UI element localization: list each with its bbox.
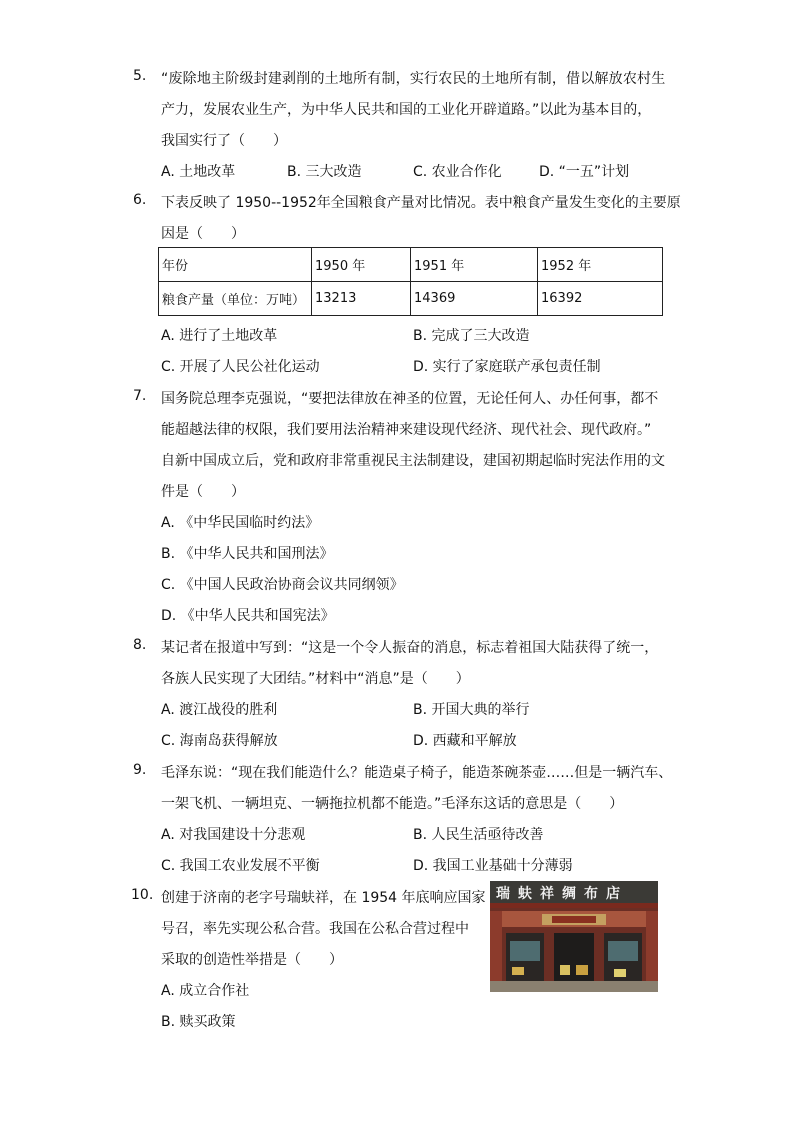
- table-header-cell: 1951 年: [411, 248, 538, 282]
- table-cell: 14369: [411, 282, 538, 316]
- table-cell: 粮食产量（单位：万吨）: [159, 282, 312, 316]
- question-8-option-c[interactable]: C. 海南岛获得解放: [161, 733, 278, 749]
- question-9-option-d[interactable]: D. 我国工业基础十分薄弱: [413, 858, 573, 874]
- table-header-cell: 年份: [159, 248, 312, 282]
- question-9-option-a[interactable]: A. 对我国建设十分悲观: [161, 827, 306, 843]
- question-10-line-2: 号召，率先实现公私合营。我国在公私合营过程中: [161, 921, 469, 937]
- shop-sign-text: 瑞蚨祥绸布店: [496, 886, 628, 902]
- question-8-line-1: 某记者在报道中写到：“这是一个令人振奋的消息，标志着祖国大陆获得了统一，: [161, 640, 659, 656]
- question-10-option-a[interactable]: A. 成立合作社: [161, 983, 250, 999]
- question-6-option-a[interactable]: A. 进行了土地改革: [161, 328, 278, 344]
- question-5-line-1: “废除地主阶级封建剥削的土地所有制，实行农民的土地所有制，借以解放农村生: [161, 71, 666, 87]
- table-cell: 13213: [312, 282, 411, 316]
- question-6-line-2: 因是（ ）: [161, 226, 245, 242]
- question-5-option-a[interactable]: A. 土地改革: [161, 164, 236, 180]
- question-8-option-b[interactable]: B. 开国大典的举行: [413, 702, 530, 718]
- question-7-line-4: 件是（ ）: [161, 484, 245, 500]
- grain-production-table: [158, 247, 663, 316]
- question-5-option-c[interactable]: C. 农业合作化: [413, 164, 502, 180]
- question-7-option-c[interactable]: C. 《中国人民政治协商会议共同纲领》: [161, 577, 404, 593]
- question-7-option-d[interactable]: D. 《中华人民共和国宪法》: [161, 608, 335, 624]
- question-9-line-1: 毛泽东说：“现在我们能造什么？能造桌子椅子，能造茶碗茶壶……但是一辆汽车、: [161, 765, 673, 781]
- question-6-line-1: 下表反映了 1950--1952年全国粮食产量对比情况。表中粮食产量发生变化的主要原: [161, 195, 681, 211]
- question-5-line-3: 我国实行了（ ）: [161, 133, 287, 149]
- question-6-option-c[interactable]: C. 开展了人民公社化运动: [161, 359, 320, 375]
- question-9-line-2: 一架飞机、一辆坦克、一辆拖拉机都不能造。”毛泽东这话的意思是（ ）: [161, 796, 624, 812]
- question-6-number: 6.: [133, 192, 147, 208]
- question-5-option-b[interactable]: B. 三大改造: [287, 164, 362, 180]
- question-10-line-3: 采取的创造性举措是（ ）: [161, 952, 343, 968]
- question-7-option-a[interactable]: A. 《中华民国临时约法》: [161, 515, 320, 531]
- table-header-cell: 1952 年: [538, 248, 663, 282]
- question-7-line-1: 国务院总理李克强说，“要把法律放在神圣的位置，无论任何人、办任何事，都不: [161, 391, 659, 407]
- table-cell: 16392: [538, 282, 663, 316]
- ruifuxiang-shop-photo: [490, 881, 658, 992]
- question-6-option-b[interactable]: B. 完成了三大改造: [413, 328, 530, 344]
- question-9-number: 9.: [133, 762, 147, 778]
- question-5-number: 5.: [133, 68, 147, 84]
- table-header-cell: 1950 年: [312, 248, 411, 282]
- question-8-option-a[interactable]: A. 渡江战役的胜利: [161, 702, 278, 718]
- question-9-option-c[interactable]: C. 我国工农业发展不平衡: [161, 858, 320, 874]
- question-8-number: 8.: [133, 637, 147, 653]
- question-10-number: 10.: [131, 887, 154, 903]
- question-9-option-b[interactable]: B. 人民生活亟待改善: [413, 827, 544, 843]
- question-10-line-1: 创建于济南的老字号瑞蚨祥，在 1954 年底响应国家: [161, 890, 486, 906]
- question-7-option-b[interactable]: B. 《中华人民共和国刑法》: [161, 546, 334, 562]
- question-10-option-b[interactable]: B. 赎买政策: [161, 1014, 236, 1030]
- question-7-line-3: 自新中国成立后，党和政府非常重视民主法制建设，建国初期起临时宪法作用的文: [161, 453, 665, 469]
- table-row: [159, 248, 663, 282]
- table-row: [159, 282, 663, 316]
- question-8-line-2: 各族人民实现了大团结。”材料中“消息”是（ ）: [161, 671, 470, 687]
- question-7-line-2: 能超越法律的权限，我们要用法治精神来建设现代经济、现代社会、现代政府。”: [161, 422, 652, 438]
- question-5-option-d[interactable]: D. “一五”计划: [539, 164, 630, 180]
- question-7-number: 7.: [133, 388, 147, 404]
- question-6-option-d[interactable]: D. 实行了家庭联产承包责任制: [413, 359, 601, 375]
- question-8-option-d[interactable]: D. 西藏和平解放: [413, 733, 517, 749]
- question-5-line-2: 产力，发展农业生产，为中华人民共和国的工业化开辟道路。”以此为基本目的，: [161, 102, 652, 118]
